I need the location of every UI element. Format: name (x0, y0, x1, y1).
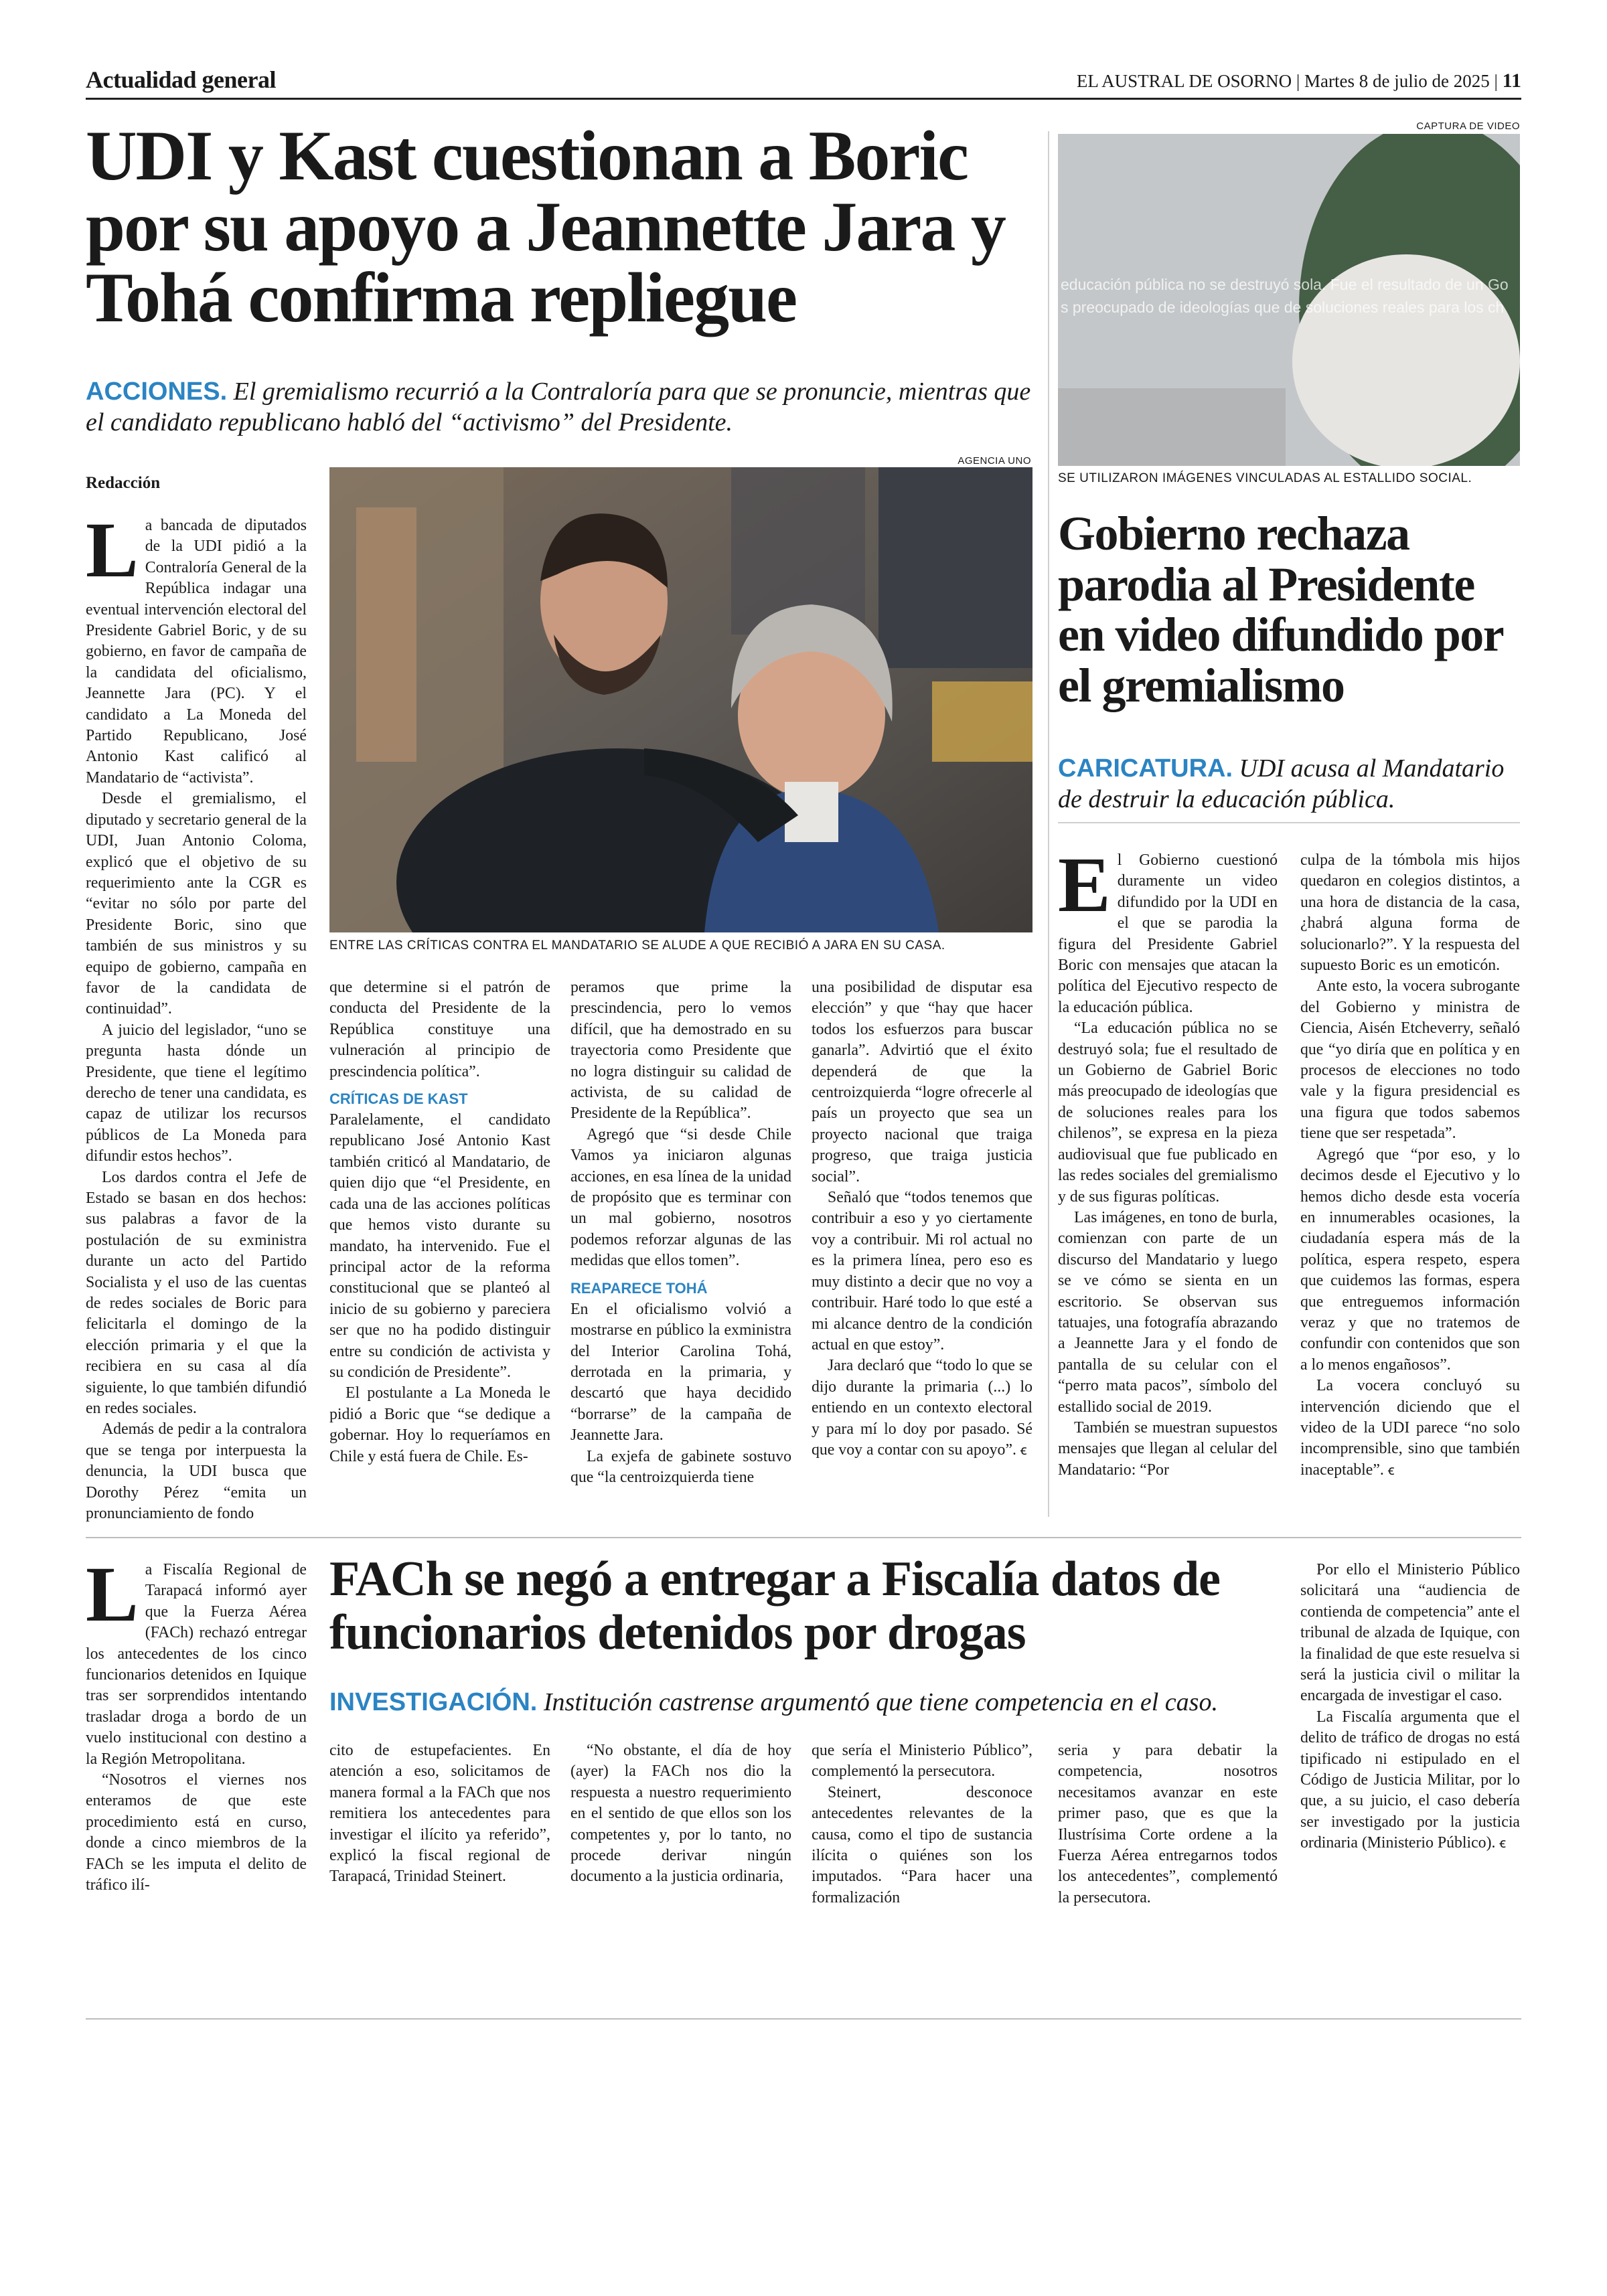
paragraph: una posibilidad de disputar esa elección” y que “hay que hacer todos los esfuerzos para buscar ganarla”. Advirtió que el éxito dependerá de que la centroizquierda “logre ofrecerle al país un proyecto que sea un proyecto nacional que traiga progreso, que traiga justicia social”. (812, 979, 1032, 1185)
byline: Redacción (86, 474, 161, 492)
paragraph: a bancada de diputados de la UDI pidió a la Contraloría General de la República indagar una eventual intervención electoral del Presidente Gabriel Boric, y de su gobierno, en favor de campaña de la candidata del oficialismo, Jeannette Jara (PC). Y el candidato a La Moneda del Partido Republicano, José Antonio Kast calificó al Mandatario de “activista”. (86, 517, 307, 787)
side-kicker: CARICATURA. (1058, 754, 1233, 783)
paragraph: Por ello el Ministerio Público solicitará una “audiencia de contienda de competencia” ante el tribunal de alzada de Iquique, con la finalidad de que este resuelva si será la justicia civil o militar la encargada de investigar el caso. (1300, 1561, 1520, 1705)
subheading: CRÍTICAS DE KAST (329, 1090, 468, 1108)
lead-headline: UDI y Kast cuestionan a Boric por su apoyo a Jeannette Jara y Tohá confirma repliegue (86, 116, 1005, 337)
paragraph: Las imágenes, en tono de burla, comienzan con parte de un discurso del Mandatario y luego se ve cómo se sienta en un escritorio. Se observan sus tatuajes, una fotografía abrazando a Jeannette Jara y el fondo de pantalla de su celular con el “perro mata pacos”, símbolo del estallido social de 2019. (1058, 1208, 1278, 1416)
paragraph: La exjefa de gabinete sostuvo que “la centroizquierda tiene (570, 1447, 791, 1486)
section-rule (86, 1537, 1521, 1538)
paragraph: Señaló que “todos tenemos que contribuir a eso y yo ciertamente voy a contribuir. Mi rol actual no es la primera línea, pero eso es muy distinto a decir que no voy a contribuir. Haré todo lo que esté a mi alcance dentro de la condición actual en que estoy”. (812, 1189, 1032, 1354)
bottom-rule (86, 2018, 1521, 2020)
lead-column-4 (812, 977, 1032, 1461)
bottom-kicker: INVESTIGACIÓN. (329, 1688, 538, 1716)
separator: | (1494, 71, 1503, 91)
paragraph-text: La Fiscalía argumenta que el delito de tráfico de drogas no está tipificado ni estipulado en el Código de Justicia Militar, por lo que, a su juicio, el caso debería ser investigado por la justicia ordinaria (Ministerio Público). (1300, 1708, 1520, 1852)
side-column-2 (1300, 850, 1520, 1481)
paragraph (812, 1356, 1032, 1461)
bottom-dek-text: Institución castrense argumentó que tiene competencia en el caso. (543, 1688, 1218, 1716)
end-mark-icon: ꞓ (1499, 1835, 1507, 1852)
end-mark-icon: ꞓ (1387, 1461, 1395, 1478)
lead-kicker: ACCIONES. (86, 378, 228, 406)
paragraph: A juicio del legislador, “uno se pregunta hasta dónde un Presidente, que tiene el legítimo derecho de tener una candidata, es capaz de utilizar los recursos públicos de La Moneda para difundir estos hechos”. (86, 1021, 307, 1165)
lead-column-1 (86, 506, 307, 1525)
paragraph: Además de pedir a la contralora que se tenga por interpuesta la denuncia, la UDI busca que Dorothy Pérez “emita un pronunciamiento de fondo (86, 1420, 307, 1523)
video-overlay-line-2: s preocupado de ideologías que de soluciones reales para los ch (1061, 299, 1505, 316)
photo-credit: CAPTURA DE VIDEO (1416, 120, 1520, 132)
photo-video-capture (1058, 134, 1520, 466)
paragraph: Paralelamente, el candidato republicano José Antonio Kast también criticó al Mandatario, de quien dijo que “el Presidente, en cada una de las acciones políticas que hemos visto durante su mandato, ha intervenido. Fue el principal actor de la reforma constitucional que se planteó al inicio de su gobierno y pareciera ser que no ha podido distinguir entre su condición de activista y su condición de Presidente”. (329, 1111, 550, 1381)
lead-dek-text: El gremialismo recurrió a la Contraloría para que se pronuncie, mientras que el candidato republicano habló del “activismo” del Presidente. (86, 378, 1031, 437)
bottom-column-5 (1058, 1740, 1278, 1908)
side-dek-text: UDI acusa al Mandatario de destruir la educación pública. (1058, 754, 1505, 814)
paragraph: culpa de la tómbola mis hijos quedaron en colegios distintos, a una hora de distancia de la casa, ¿habrá alguna forma de solucionarlo?”. Y la respuesta del supuesto Boric es un emoticón. (1300, 851, 1520, 975)
side-column-1 (1058, 841, 1278, 1481)
bottom-column-6 (1300, 1560, 1520, 1854)
bottom-column-2 (329, 1740, 550, 1888)
newspaper-name: EL AUSTRAL DE OSORNO (1076, 71, 1292, 91)
masthead-info (1077, 70, 1521, 92)
paragraph-text: Jara declaró que “todo lo que se dijo durante la primaria (...) lo entiendo en un contexto electoral y para mí lo doy por pasado. Sé que voy a contar con su apoyo”. (812, 1357, 1032, 1459)
paragraph: a Fiscalía Regional de Tarapacá informó ayer que la Fuerza Aérea (FACh) rechazó entregar los antecedentes de los cinco funcionarios detenidos en Iquique tras ser sorprendidos intentando trasladar droga a bordo de un vuelo institucional con destino a la Región Metropolitana. (86, 1561, 307, 1768)
photo-caption: ENTRE LAS CRÍTICAS CONTRA EL MANDATARIO SE ALUDE A QUE RECIBIÓ A JARA EN SU CASA. (329, 938, 945, 953)
paragraph: Steinert, desconoce antecedentes relevantes de la causa, como el tipo de sustancia ilícita o quiénes son los imputados. “Para hacer una formalización (812, 1783, 1032, 1906)
drop-cap: E (1058, 841, 1111, 928)
paragraph: que sería el Ministerio Público”, complementó la persecutora. (812, 1742, 1032, 1781)
paragraph: seria y para debatir la competencia, nosotros necesitamos avanzar en este primer paso, que es que la Ilustrísima Corte ordene a la Fuerza Aérea entregarnos todos los antecedentes”, complementó la persecutora. (1058, 1742, 1278, 1906)
paragraph: l Gobierno cuestionó duramente un video difundido por la UDI en el que se parodia la figura del Presidente Gabriel Boric con mensajes que atacan la política del Ejecutivo respecto de la educación pública. (1058, 851, 1278, 1016)
bottom-column-1 (86, 1550, 307, 1896)
paragraph: Agregó que “por eso, y lo decimos desde el Ejecutivo y lo hemos dicho desde esta vocería en innumerables ocasiones, la ciudadanía espera más de la política, espera respeto, espera que cuidemos las formas, espera que entreguemos información veraz y que no tratemos de confundir con contenidos que son a lo menos engañosos”. (1300, 1145, 1520, 1374)
issue-date: Martes 8 de julio de 2025 (1304, 71, 1490, 91)
drop-cap: L (86, 506, 139, 594)
end-mark-icon: ꞓ (1020, 1441, 1027, 1458)
lead-column-3 (570, 977, 791, 1488)
photo-boric-jara (329, 467, 1032, 932)
paragraph: El postulante a La Moneda le pidió a Boric que “se dedique a gobernar. Hoy lo requeríamos en Chile y está fuera de Chile. Es- (329, 1384, 550, 1465)
paragraph: Agregó que “si desde Chile Vamos ya iniciaron algunas acciones, en esa línea de la unidad de propósito que es terminar con un mal gobierno, nosotros podemos reforzar algunas de las medidas que ellos tomen”. (570, 1125, 791, 1270)
section-title: Actualidad general (86, 66, 276, 93)
paragraph: Los dardos contra el Jefe de Estado se basan en dos hechos: sus palabras a favor de la postulación de su exministra durante un acto del Partido Socialista y el uso de las cuentas de redes sociales de Boric para felicitarla el domingo de la elección primaria y el que la recibiera en su casa al día siguiente, lo que también difundió en redes sociales. (86, 1168, 307, 1418)
side-headline: Gobierno rechaza parodia al Presidente en video difundido por el gremialismo (1058, 507, 1503, 712)
paragraph: “La educación pública no se destruyó sola; fue el resultado de un Gobierno de Gabriel Boric más preocupado de ideologías que de soluciones reales para los chilenos”, se expresa en la pieza audiovisual que fue publicado en las redes sociales del gremialismo y de sus figuras políticas. (1058, 1019, 1278, 1206)
column-divider (1048, 131, 1049, 1517)
paragraph: Desde el gremialismo, el diputado y secretario general de la UDI, Juan Antonio Coloma, explicó que el objetivo de su requerimiento ante la CGR es “evitar no sólo por parte del Presidente Boric, sino que también de sus ministros y su equipo de gobierno, campaña en favor de la candidata de continuidad”. (86, 790, 307, 1018)
paragraph: cito de estupefacientes. En atención a eso, solicitamos de manera formal a la FACh que nos remitiera los antecedentes para investigar el ilícito ya referido”, explicó la fiscal regional de Tarapacá, Trinidad Steinert. (329, 1742, 550, 1886)
lead-column-2 (329, 977, 550, 1467)
page-number: 11 (1502, 70, 1521, 92)
bottom-dek (329, 1687, 1280, 1718)
header-rule (86, 98, 1521, 100)
paragraph (1300, 1707, 1520, 1854)
section-rule (1058, 822, 1520, 823)
paragraph: En el oficialismo volvió a mostrarse en público la exministra del Interior Carolina Tohá, derrotada en la primaria, y descartó que haya decidido “borrarse” de la campaña de Jeannette Jara. (570, 1300, 791, 1445)
side-dek (1058, 753, 1520, 815)
bottom-column-3 (570, 1740, 791, 1888)
photo-caption: SE UTILIZARON IMÁGENES VINCULADAS AL ESTALLIDO SOCIAL. (1058, 471, 1472, 485)
photo-credit: AGENCIA UNO (958, 455, 1031, 467)
paragraph-text: La vocera concluyó su intervención diciendo que el video de la UDI parece “no solo incomprensible, sino que también inaceptable”. (1300, 1377, 1520, 1479)
paragraph: También se muestran supuestos mensajes que llegan al celular del Mandatario: “Por (1058, 1418, 1278, 1479)
paragraph (1300, 1376, 1520, 1481)
subheading: REAPARECE TOHÁ (570, 1279, 708, 1297)
video-overlay-line-1: educación pública no se destruyó sola. Fue el resultado de un Go (1061, 276, 1509, 293)
paragraph: “No obstante, el día de hoy (ayer) la FACh nos dio la respuesta a nuestro requerimiento en el sentido de que ellos son los competentes y, por lo tanto, no procede derivar ningún documento a la justicia ordinaria, (570, 1742, 791, 1886)
paragraph: que determine si el patrón de conducta del Presidente de la República constituye una vulneración al principio de prescindencia política”. (329, 979, 550, 1080)
paragraph: “Nosotros el viernes nos enteramos de que este procedimiento está en curso, donde a cinco miembros de la FACh se les imputa el delito de tráfico ilí- (86, 1771, 307, 1894)
drop-cap: L (86, 1550, 139, 1638)
paragraph: peramos que prime la prescindencia, pero lo vemos difícil, que ha demostrado en su trayectoria como Presidente que no logra distinguir su calidad de activista, de su calidad de Presidente de la República”. (570, 979, 791, 1123)
lead-dek (86, 376, 1043, 438)
bottom-headline: FACh se negó a entregar a Fiscalía datos de funcionarios detenidos por drogas (329, 1552, 1221, 1660)
photo-boric-jara-illustration (329, 467, 1032, 932)
bottom-column-4 (812, 1740, 1032, 1908)
separator: | (1296, 71, 1305, 91)
paragraph: Ante esto, la vocera subrogante del Gobierno y ministra de Ciencia, Aisén Etcheverry, señaló que “yo diría que en política y en procesos de elecciones no todo vale y la figura presidencial es una figura que todos sabemos tiene que ser respetada”. (1300, 977, 1520, 1143)
